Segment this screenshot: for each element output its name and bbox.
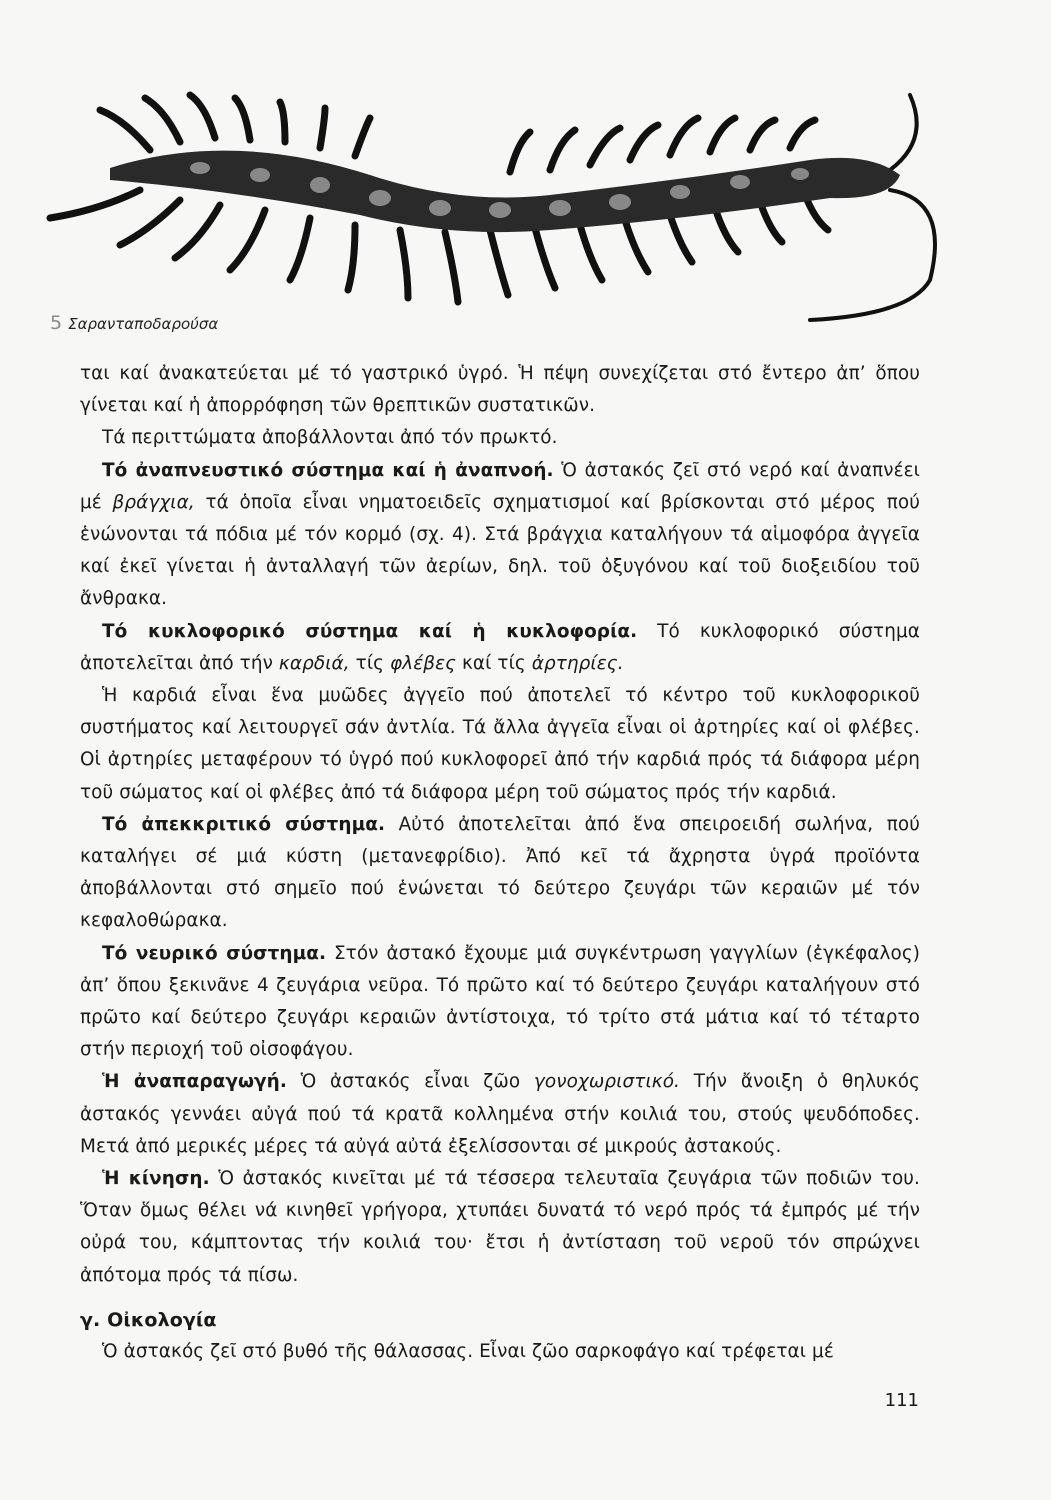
centipede-illustration [30, 80, 1030, 400]
heading-reproduction: Ἡ ἀναπαραγωγή. [102, 1071, 287, 1093]
heading-nervous: Τό νευρικό σύστημα. [102, 942, 327, 964]
paragraph-heart: Ἡ καρδιά εἶναι ἕνα μυῶδες ἀγγεῖο πού ἀποτελεῖ τό κέντρο τοῦ κυκλοφορικοῦ συστήματος καί λειτουργεῖ σάν ἀντλία. Τά ἄλλα ἀγγεῖα εἶναι οἱ ἀρτηρίες καί οἱ φλέβες. Οἱ ἀρτηρίες μεταφέρουν τό ὑγρό πού κυκλοφορεῖ ἀπό τήν καρδιά πρός τά διάφορα μέρη τοῦ σώματος καί οἱ φλέβες ἀπό τά διάφορα μέρη τοῦ σώματος πρός τήν καρδιά. [80, 685, 920, 803]
paragraph-circulatory: Τό κυκλοφορικό σύστημα καί ἡ κυκλοφορία. Τό κυκλοφορικό σύστημα ἀποτελεῖται ἀπό τήν καρδιά, τίς φλέβες καί τίς ἀρτηρίες. [80, 620, 920, 674]
paragraph-reproduction: Ἡ ἀναπαραγωγή. Ὁ ἀστακός εἶναι ζῶο γονοχωριστικό. Τήν ἄνοιξη ὁ θηλυκός ἀστακός γεννάει αὐγά πού τά κρατᾶ κολλημένα στήν κοιλιά του, στούς ψευδόποδες. Μετά ἀπό μερικές μέρες τά αὐγά αὐτά ἐξελίσσονται σέ μικρούς ἀστακούς. [80, 1071, 920, 1157]
figure-number: 5 [50, 312, 63, 334]
paragraph-respiratory: Τό ἀναπνευστικό σύστημα καί ἡ ἀναπνοή. Ὁ ἀστακός ζεῖ στό νερό καί ἀναπνέει μέ βράγχια, τά ὁποῖα εἶναι νηματοειδεῖς σχηματισμοί καί βρίσκονται στό μέρος πού ἑνώνονται τά πόδια μέ τόν κορμό (σχ. 4). Στά βράγχια καταλήγουν τά αἱμοφόρα ἀγγεῖα καί ἐκεῖ γίνεται ἡ ἀνταλλαγή τῶν ἀερίων, δηλ. τοῦ ὀξυγόνου καί τοῦ διοξειδίου τοῦ ἄνθρακα. [80, 459, 920, 610]
paragraph-ecology: Ὁ ἀστακός ζεῖ στό βυθό τῆς θάλασσας. Εἶναι ζῶο σαρκοφάγο καί τρέφεται μέ [102, 1341, 834, 1363]
page-number: 111 [884, 1390, 919, 1411]
paragraph-excretion-anus: Τά περιττώματα ἀποβάλλονται ἀπό τόν πρωκτό. [102, 427, 558, 449]
paragraph-digestion-end: ται καί ἀνακατεύεται μέ τό γαστρικό ὑγρό. Ἡ πέψη συνεχίζεται στό ἔντερο ἀπ’ ὅπου γίνεται καί ἡ ἀπορρόφηση τῶν θρεπτικῶν συστατικῶν. [80, 363, 920, 417]
figure-caption [50, 312, 218, 334]
paragraph-movement: Ἡ κίνηση. Ὁ ἀστακός κινεῖται μέ τά τέσσερα τελευταῖα ζευγάρια τῶν ποδιῶν του. Ὅταν ὅμως θέλει νά κινηθεῖ γρήγορα, χτυπάει δυνατά τό νερό πρός τά ἐμπρός μέ τήν οὐρά του, κάμπτοντας τήν κοιλιά του· ἔτσι ἡ ἀντίσταση τοῦ νεροῦ τόν σπρώχνει ἀπότομα πρός τά πίσω. [80, 1168, 920, 1286]
body-text [80, 358, 920, 1368]
heading-excretory: Τό ἀπεκκριτικό σύστημα. [102, 813, 386, 835]
figure-caption-text: Σαρανταποδαρούσα [68, 315, 219, 333]
heading-movement: Ἡ κίνηση. [102, 1168, 210, 1190]
heading-circulatory: Τό κυκλοφορικό σύστημα καί ἡ κυκλοφορία. [102, 620, 638, 642]
section-heading-ecology: γ. Οἰκολογία [80, 1308, 217, 1331]
heading-respiratory: Τό ἀναπνευστικό σύστημα καί ἡ ἀναπνοή. [102, 459, 554, 481]
paragraph-excretory: Τό ἀπεκκριτικό σύστημα. Αὐτό ἀποτελεῖται ἀπό ἕνα σπειροειδή σωλήνα, πού καταλήγει σέ μιά κύστη (μετανεφρίδιο). Ἀπό κεῖ τά ἄχρηστα ὑγρά προϊόντα ἀποβάλλονται στό σημεῖο πού ἑνώνεται τό δεύτερο ζευγάρι τῶν κεραιῶν μέ τόν κεφαλοθώρακα. [80, 813, 920, 932]
paragraph-nervous: Τό νευρικό σύστημα. Στόν ἀστακό ἔχουμε μιά συγκέντρωση γαγγλίων (ἐγκέφαλος) ἀπ’ ὅπου ξεκινᾶνε 4 ζευγάρια νεῦρα. Τό πρῶτο καί τό δεύτερο ζευγάρι καταλήγουν στό πρῶτο καί δεύτερο ζευγάρι κεραιῶν ἀντίστοιχα, τό τρίτο στά μάτια καί τό τέταρτο στήν περιοχή τοῦ οἰσοφάγου. [80, 942, 920, 1061]
